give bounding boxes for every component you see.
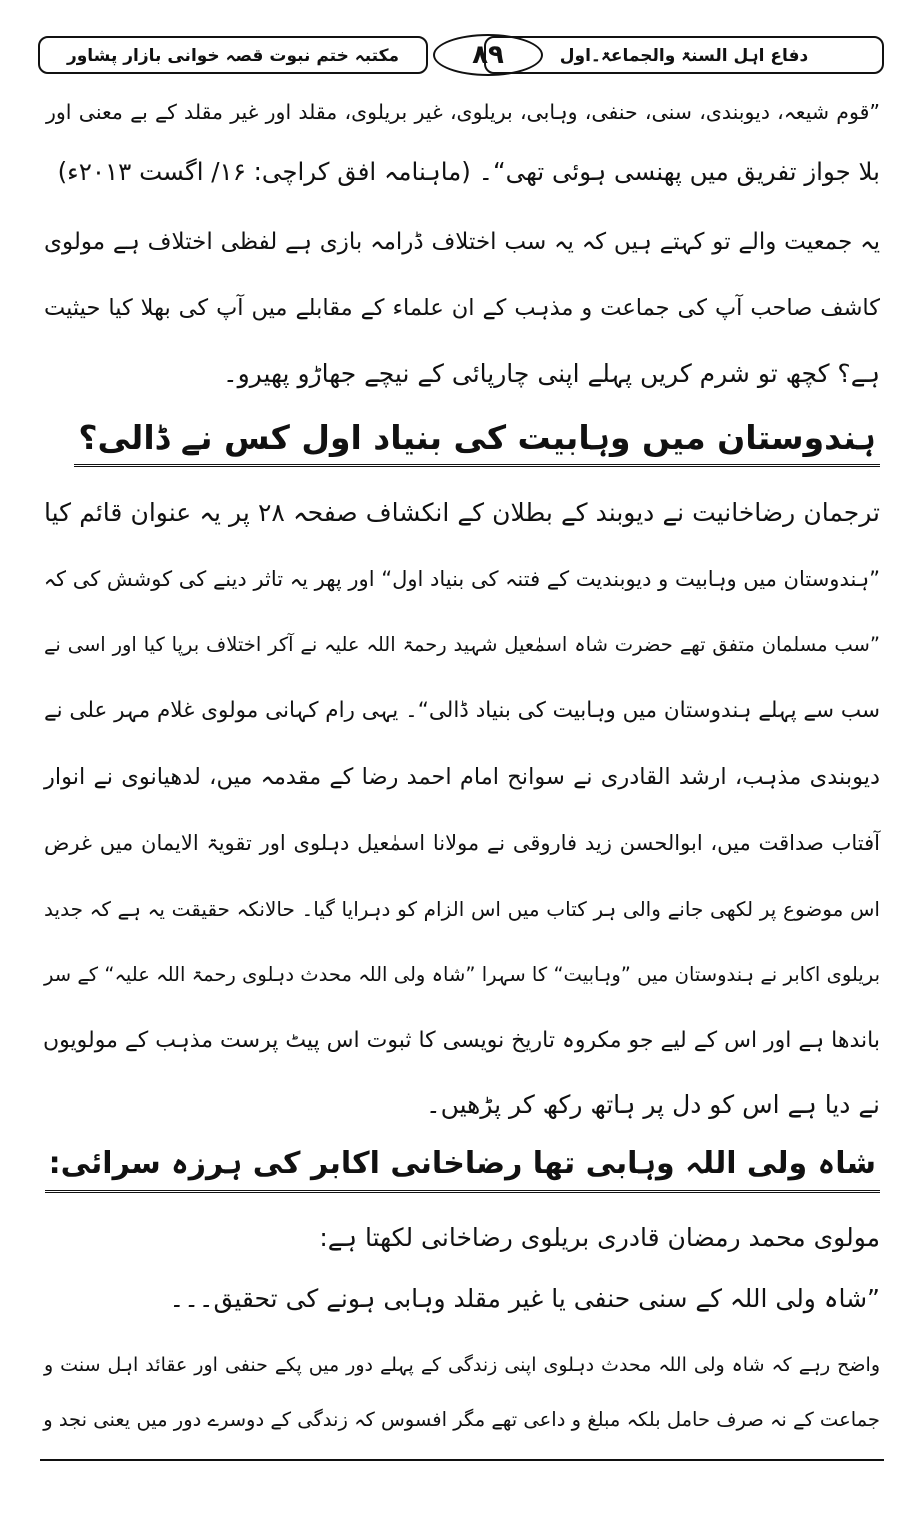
paragraph-2-line-8: بریلوی اکابر نے ہندوستان میں ”وہابیت“ کا سہرا ”شاہ ولی اللہ محدث دہلوی رحمۃ اللہ علیہ“ کے سر xyxy=(44,963,880,986)
section-heading-2: شاہ ولی اللہ وہابی تھا رضاخانی اکابر کی ہرزہ سرائی: xyxy=(45,1140,880,1193)
section-heading-1: ہندوستان میں وہابیت کی بنیاد اول کس نے ڈالی؟ xyxy=(74,414,880,467)
paragraph-2-line-10: نے دیا ہے اس کو دل پر ہاتھ رکھ کر پڑھیں۔ xyxy=(425,1090,880,1119)
paragraph-2-line-2: ”ہندوستان میں وہابیت و دیوبندیت کے فتنہ کی بنیاد اول“ اور پھر یہ تاثر دینے کی کوشش کی کہ xyxy=(43,567,880,591)
publisher-label: مکتبہ ختم نبوت قصہ خوانی بازار پشاور xyxy=(38,36,428,74)
quote-2-line-2: ”شاہ ولی اللہ کے سنی حنفی یا غیر مقلد وہابی ہونے کی تحقیق۔۔۔ xyxy=(169,1284,880,1313)
paragraph-2-line-9: باندھا ہے اور اس کے لیے جو مکروہ تاریخ نویسی کا ثبوت اس پیٹ پرست مذہب کے مولویوں xyxy=(43,1028,880,1053)
paragraph-1-line-1: یہ جمعیت والے تو کہتے ہیں کہ یہ سب اختلاف ڈرامہ بازی ہے لفظی اختلاف ہے مولوی xyxy=(44,229,880,255)
paragraph-1-line-2: کاشف صاحب آپ کی جماعت و مذہب کے ان علماء کے مقابلے میں آپ کی بھلا کیا حیثیت xyxy=(44,295,880,321)
running-header xyxy=(38,36,884,76)
paragraph-3-line-1: واضح رہے کہ شاہ ولی اللہ محدث دہلوی اپنی زندگی کے پہلے دور میں پکے حنفی اور عقائد اہل سنت و xyxy=(44,1354,880,1376)
book-title: دفاع اہل السنۃ والجماعۃ۔اول xyxy=(484,36,884,74)
quote-2-line-1: مولوی محمد رمضان قادری بریلوی رضاخانی لکھتا ہے: xyxy=(319,1223,880,1252)
quote-line-1: ”قوم شیعہ، دیوبندی، سنی، حنفی، وہابی، بریلوی، غیر بریلوی، مقلد اور غیر مقلد کے بے معنی اور xyxy=(46,100,880,124)
paragraph-1-line-3: ہے؟ کچھ تو شرم کریں پہلے اپنی چارپائی کے نیچے جھاڑو پھیرو۔ xyxy=(222,359,880,388)
paragraph-2-line-5: دیوبندی مذہب، ارشد القادری نے سوانح امام احمد رضا کے مقدمہ میں، لدھیانوی نے انوار xyxy=(44,764,880,790)
paragraph-2-line-4: سب سے پہلے ہندوستان میں وہابیت کی بنیاد ڈالی“۔ یہی رام کہانی مولوی غلام مہر علی نے xyxy=(44,698,880,723)
quote-line-2: بلا جواز تفریق میں پھنسی ہوئی تھی“۔ (ماہنامہ افق کراچی: ۱۶/ اگست ۲۰۱۳ء) xyxy=(57,157,880,186)
paragraph-2-line-7: اس موضوع پر لکھی جانے والی ہر کتاب میں اس الزام کو دہرایا گیا۔ حالانکہ حقیقت یہ ہے کہ جدید xyxy=(44,897,880,921)
paragraph-3-line-2: جماعت کے نہ صرف حامل بلکہ مبلغ و داعی تھے مگر افسوس کہ زندگی کے دوسرے دور میں یعنی نجد و xyxy=(43,1408,880,1431)
page-number: ۸۹ xyxy=(433,34,543,76)
footer-rule xyxy=(40,1459,884,1461)
paragraph-2-line-3: ”سب مسلمان متفق تھے حضرت شاہ اسمٰعیل شہید رحمۃ اللہ علیہ نے آکر اختلاف برپا کیا اور اسی نے xyxy=(44,633,880,656)
paragraph-2-line-6: آفتاب صداقت میں، ابوالحسن زید فاروقی نے مولانا اسمٰعیل دہلوی اور تقویۃ الایمان میں غرض xyxy=(44,831,880,855)
paragraph-2-line-1: ترجمان رضاخانیت نے دیوبند کے بطلان کے انکشاف صفحہ ۲۸ پر یہ عنوان قائم کیا xyxy=(44,498,880,527)
